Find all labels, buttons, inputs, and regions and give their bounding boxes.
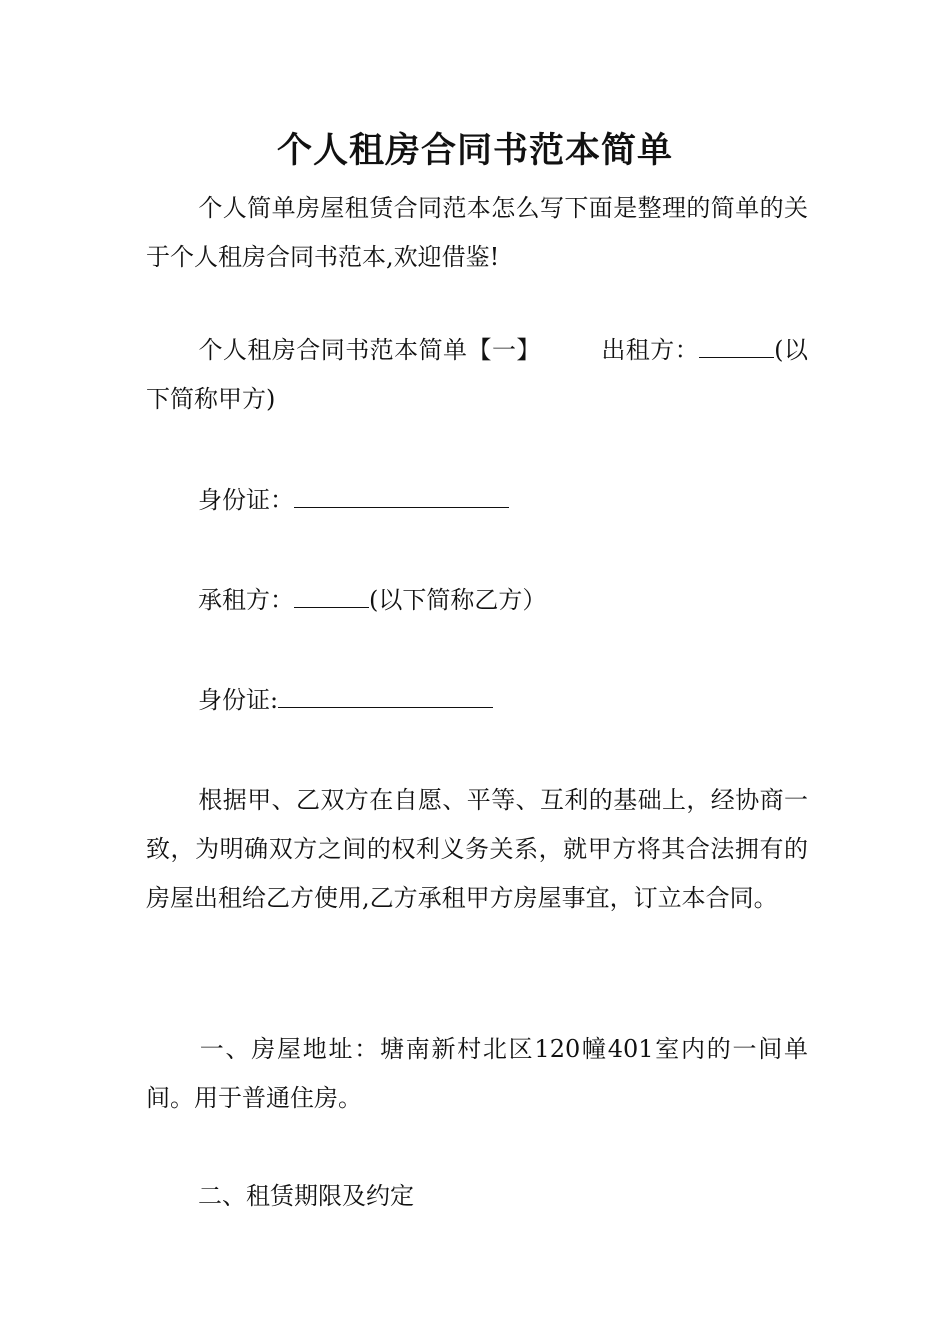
id-label: 身份证： <box>198 486 294 514</box>
intro-text: 个人简单房屋租赁合同范本怎么写下面是整理的简单的关于个人租房合同书范本,欢迎借鉴! <box>146 194 808 271</box>
clause-1-paragraph <box>146 1025 808 1123</box>
lessor-label: 出租方： <box>600 336 700 364</box>
basis-paragraph <box>146 776 808 923</box>
lessee-note: (以下简称乙方） <box>369 586 547 614</box>
lessee-label: 承租方： <box>198 586 294 614</box>
lessor-note: (以下简称甲方) <box>146 336 808 413</box>
id-label: 身份证: <box>198 686 279 714</box>
lessor-id-line <box>146 476 808 525</box>
clause-2-text: 二、租赁期限及约定 <box>198 1182 414 1210</box>
lessee-id-line <box>146 676 808 725</box>
clause-1-text: 一、房屋地址：塘南新村北区120幢401室内的一间单间。用于普通住房。 <box>146 1035 808 1112</box>
intro-paragraph <box>146 184 808 282</box>
document-title: 个人租房合同书范本简单 <box>276 130 673 171</box>
lessee-line <box>146 576 808 625</box>
clause-2-heading <box>146 1172 808 1221</box>
basis-text: 根据甲、乙双方在自愿、平等、互利的基础上，经协商一致，为明确双方之间的权利义务关系，就甲方将其合法拥有的房屋出租给乙方使用,乙方承租甲方房屋事宜，订立本合同。 <box>146 786 808 912</box>
lessor-paragraph <box>146 326 808 424</box>
lessor-id-blank <box>294 491 509 508</box>
lessee-id-blank <box>278 691 493 708</box>
section-heading: 个人租房合同书范本简单【一】 <box>198 336 541 364</box>
lessor-blank <box>699 341 774 358</box>
lessee-blank <box>294 591 369 608</box>
